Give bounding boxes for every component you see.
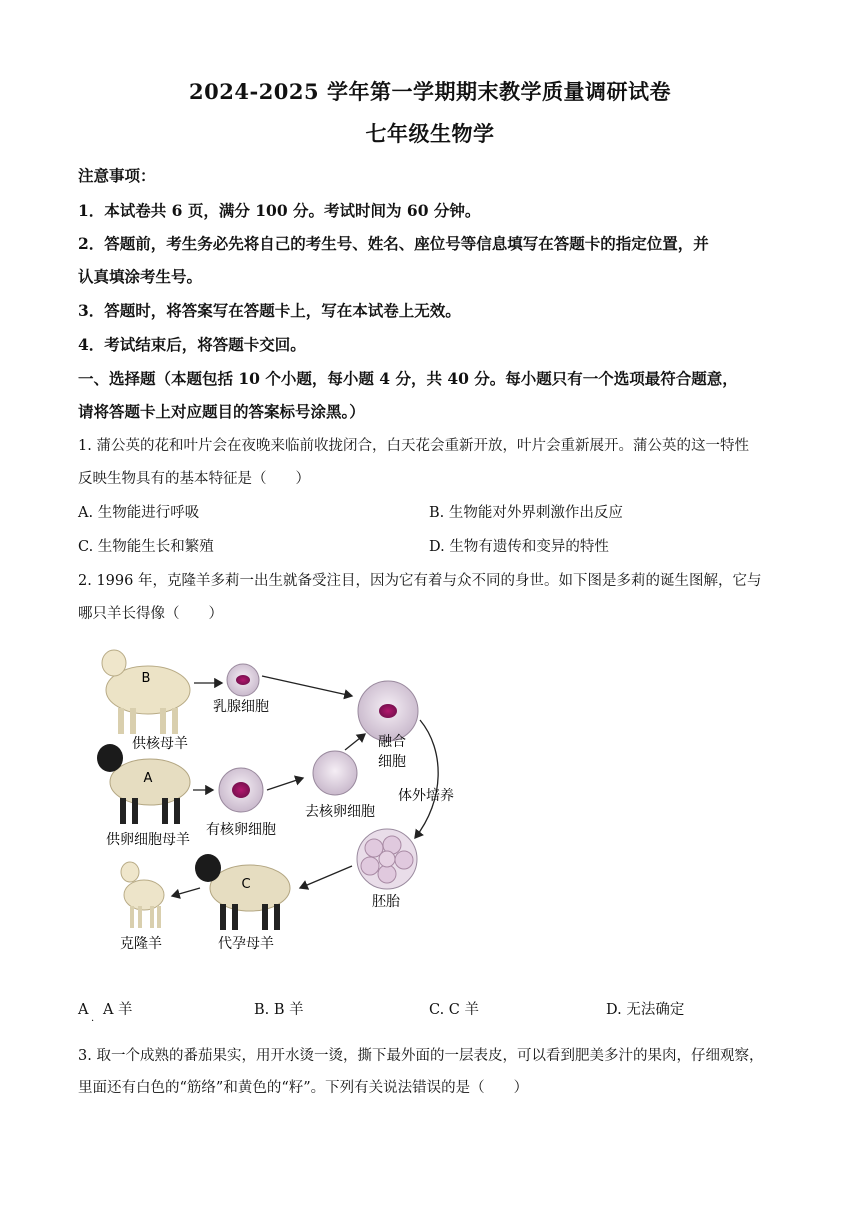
q3-stem-line-2: 里面还有白色的“筋络”和黄色的“籽”。下列有关说法错误的是（ ） <box>78 1080 529 1096</box>
mammary-cell-label: 乳腺细胞 <box>213 699 269 715</box>
egg-donor-label: 供卵细胞母羊 <box>106 832 190 848</box>
q2-option-a: A A 羊 <box>78 1002 133 1018</box>
q3-stem-line-1: 3. 取一个成熟的番茄果实，用开水烫一烫，撕下最外面的一层表皮，可以看到肥美多汁的果肉，仔细观察， <box>78 1048 764 1064</box>
clone-label: 克隆羊 <box>120 936 162 952</box>
donor-nucleus-label: 供核母羊 <box>132 736 188 752</box>
notice-item-2: 2．答题前，考生务必先将自己的考生号、姓名、座位号等信息填写在答题卡的指定位置，并 <box>78 234 709 253</box>
arrow-egg-to-enucleated <box>267 778 303 790</box>
q1-stem-line-1: 1. 蒲公英的花和叶片会在夜晚来临前收拢闭合，白天花会重新开放，叶片会重新展开。蒲公英的这一特性 <box>78 438 749 454</box>
culture-label: 体外培养 <box>398 788 454 804</box>
notice-item-3: 3．答题时，将答案写在答题卡上，写在本试卷上无效。 <box>78 301 461 320</box>
q1-option-a: A. 生物能进行呼吸 <box>78 505 200 521</box>
surrogate-label: 代孕母羊 <box>218 936 274 952</box>
clone-lamb-icon <box>121 862 164 928</box>
stray-dot: · <box>91 1016 95 1027</box>
mammary-cell-icon <box>227 664 259 696</box>
arrow-c-to-clone <box>172 888 200 896</box>
fused-cell-label-2: 细胞 <box>378 754 406 770</box>
section-heading-line-2: 请将答题卡上对应题目的答案标号涂黑。） <box>78 402 365 421</box>
sheep-a-letter: A <box>143 771 153 786</box>
enucleated-egg-icon <box>313 751 357 795</box>
q2-stem-line-1: 2. 1996 年，克隆羊多莉一出生就备受注目，因为它有着与众不同的身世。如下图是多莉的诞生图解，它与 <box>78 573 762 589</box>
embryo-label: 胚胎 <box>372 894 400 910</box>
q2-option-c: C. C 羊 <box>429 1002 479 1018</box>
sheep-c-letter: C <box>241 877 251 892</box>
q2-option-b: B. B 羊 <box>254 1002 304 1018</box>
sheep-b-icon <box>102 650 190 734</box>
notice-item-2-cont: 认真填涂考生号。 <box>78 267 203 286</box>
notice-heading: 注意事项： <box>78 166 156 185</box>
exam-title: 2024-2025 学年第一学期期末教学质量调研试卷 <box>189 79 671 104</box>
arrow-culture <box>415 720 438 838</box>
q2-option-d: D. 无法确定 <box>606 1002 685 1018</box>
notice-item-4: 4．考试结束后，将答题卡交回。 <box>78 335 306 354</box>
egg-cell-icon <box>219 768 263 812</box>
egg-cell-label: 有核卵细胞 <box>206 822 276 838</box>
arrow-cell-to-fused <box>262 676 352 696</box>
fused-cell-label-1: 融合 <box>378 734 406 750</box>
exam-subtitle: 七年级生物学 <box>365 121 495 146</box>
arrow-enucleated-to-fused <box>345 734 365 750</box>
q1-option-c: C. 生物能生长和繁殖 <box>78 539 214 555</box>
embryo-icon <box>357 829 417 889</box>
enucleated-egg-label: 去核卵细胞 <box>305 804 375 820</box>
q1-option-d: D. 生物有遗传和变异的特性 <box>429 539 609 555</box>
q1-option-b: B. 生物能对外界刺激作出反应 <box>429 505 623 521</box>
sheep-b-letter: B <box>141 671 151 686</box>
arrow-embryo-to-c <box>300 866 352 888</box>
q1-stem-line-2: 反映生物具有的基本特征是（ ） <box>78 471 310 487</box>
fused-cell-icon <box>358 681 418 741</box>
section-heading-line-1: 一、选择题（本题包括 10 个小题，每小题 4 分，共 40 分。每小题只有一个选项最符合题意， <box>78 369 738 388</box>
q2-stem-line-2: 哪只羊长得像（ ） <box>78 606 223 622</box>
sheep-c-icon <box>195 854 290 930</box>
notice-item-1: 1．本试卷共 6 页，满分 100 分。考试时间为 60 分钟。 <box>78 201 481 220</box>
